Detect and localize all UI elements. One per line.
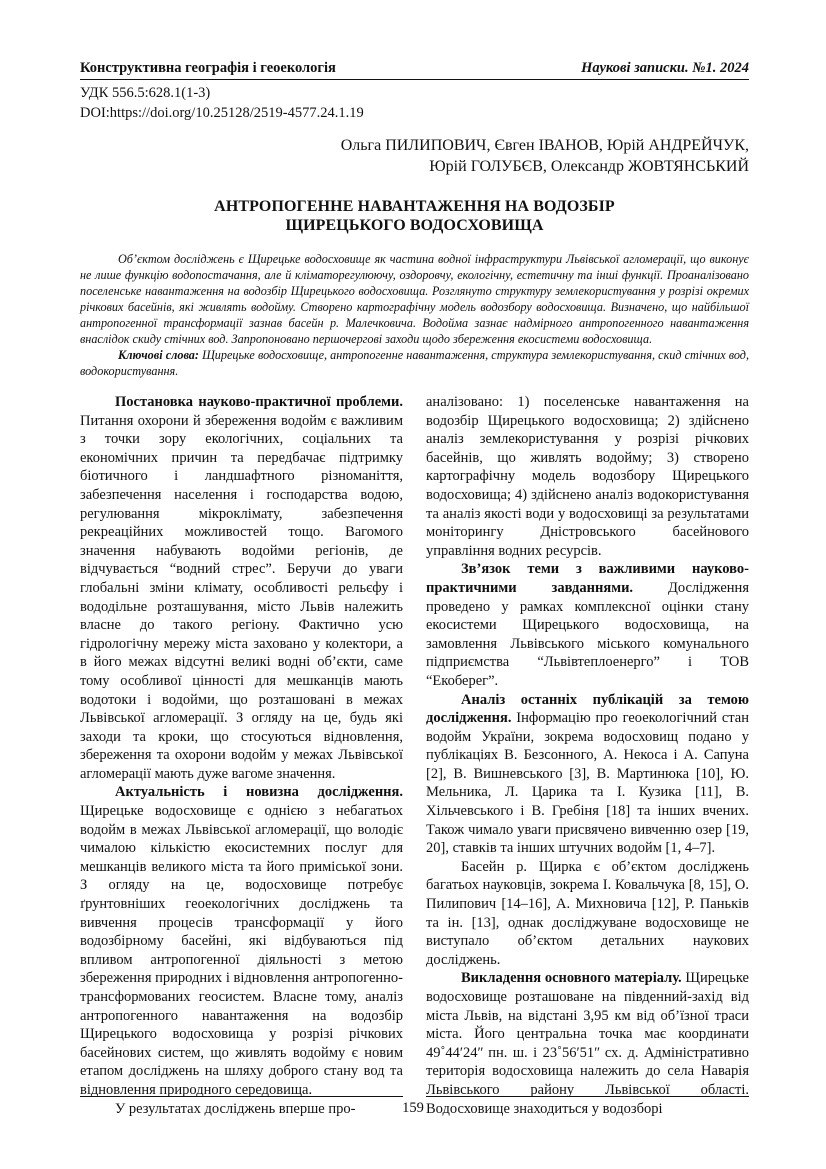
keywords-label: Ключові слова: bbox=[118, 348, 199, 362]
body-columns bbox=[80, 393, 749, 1118]
article-page bbox=[80, 58, 749, 1118]
authors bbox=[80, 135, 749, 177]
paragraph-connection: Зв’язок теми з важливими науково-практичними завданнями. Дослідження проведено у рамках комплексної оцінки стану екосистеми Щирецького водосховища, на замовлення Львівського міського комунального підприємства “Львівтеплоенерго” і ТОВ “Екоберег”. bbox=[426, 561, 749, 689]
keywords bbox=[80, 347, 749, 379]
page-number: 159 bbox=[402, 1100, 424, 1116]
authors-line-2: Юрій ГОЛУБЄВ, Олександр ЖОВТЯНСЬКИЙ bbox=[429, 158, 749, 175]
running-header bbox=[80, 58, 749, 80]
abstract: Об’єктом досліджень є Щирецьке водосховище як частина водної інфраструктури Львівської агломерації, що виконує не лише функцію водопостачання, але й кліматорегулюючу, оздоровчу, екологічну, естетичну та інші функції. Проаналізовано поселенське навантаження на водозбір Щирецького водосховища. Розглянуто структуру землекористування у розрізі окремих річкових басейнів, які живлять водойму. Створено картографічну модель водозбору водосховища. Визначено, що найбільшої антропогенної трансформації зазнав басейн р. Малечковича. Водойма зазнає надмірного антропогенного навантаження внаслідок скиду стічних вод. Запропоновано першочергові заходи щодо збереження екосистеми водосховища. bbox=[80, 252, 749, 346]
paragraph-results-start: У результатах досліджень вперше про- bbox=[115, 1100, 356, 1117]
authors-line-1: Ольга ПИЛИПОВИЧ, Євген ІВАНОВ, Юрій АНДРЕЙЧУК, bbox=[340, 137, 749, 154]
article-title bbox=[80, 197, 749, 235]
doi-link[interactable]: DOI:https://doi.org/10.25128/2519-4577.24.1.19 bbox=[80, 105, 364, 121]
title-line-1: АНТРОПОГЕННЕ НАВАНТАЖЕННЯ НА ВОДОЗБІР bbox=[214, 198, 615, 215]
keywords-text: Щирецьке водосховище, антропогенне навантаження, структура землекористування, скид стічних вод, водокористування. bbox=[80, 348, 749, 378]
paragraph-relevance: Актуальність і новизна дослідження. Щирецьке водосховище є однією з небагатьох водойм в межах Львівської агломерації, що володіє чималою кількістю екосистемних послуг для мешканців великого міста та його приміської зони. З огляду на це, водосховище потребує ґрунтовніших геоекологічних досліджень та вивчення процесів трансформації у його водозбірному басейні, які відбуваються під впливом антропогенної діяльності з метою збереження природних і відновлення антропогенно-трансформованих геосистем. Власне тому, аналіз антропогенного навантаження на водозбір Щирецького водосховища у розрізі річкових басейнових систем, що живлять водойму є новим етапом досліджень на шляху доброго стану вод та відновлення природного середовища. bbox=[80, 784, 403, 1098]
heading-relevance: Актуальність і новизна дослідження. bbox=[115, 784, 403, 801]
paragraph-basin: Басейн р. Щирка є об’єктом досліджень багатьох науковців, зокрема І. Ковальчука [8, 15], О. Пилипович [14–16], А. Михновича [12], Р. Паньків та ін. [13], однак досліджуване водосховище не виступало об’єктом детальних наукових досліджень. bbox=[426, 858, 749, 968]
left-column bbox=[80, 393, 403, 1118]
header-section: Конструктивна географія і геоекологія bbox=[80, 60, 336, 76]
udc-code: УДК 556.5:628.1(1-3) bbox=[80, 85, 211, 101]
heading-problem: Постановка науково-практичної проблеми. bbox=[115, 394, 403, 410]
paragraph-results-cont: аналізовано: 1) поселенське навантаження на водозбір Щирецького водосховища; 2) здійснено аналіз землекористування у розрізі річкових басейнів, що живлять водойму; 3) створено картографічну модель водозбору Щирецького водосховища; 4) здійснено аналіз водокористування та аналіз якості води у водосховищі за результатами моніторингу Дністровського басейнового управління водних ресурсів. bbox=[426, 394, 749, 559]
heading-connection: Зв’язок теми з важливими науково-практичними завданнями. bbox=[426, 561, 749, 596]
footer-rule-left bbox=[80, 1096, 403, 1097]
paragraph-problem: Постановка науково-практичної проблеми. Питання охорони й збереження водойм є важливим з точки зору екологічних, соціальних та економічних причин та передбачає підтримку біотичного і ландшафтного різноманіття, забезпечення населення і господарства водою, регулювання мікроклімату, забезпечення рекреаційних можливостей тощо. Вагомого значення набувають водойми регіонів, де відчувається “водний стрес”. Беручи до уваги глобальні зміни клімату, особливості рельєфу і вододільне розташування, місто Львів належить власне до такого регіону. Фактично усю гідрологічну мережу міста заховано у колектори, а в його межах відсутні великі водні об’єкти, саме тому особливої цінності для мешканців мають водотоки і водойми, що розташовані в межах Львівської агломерації. З огляду на це, будь які заходи та кроки, що стосуються відновлення, збереження та охорони водойм у межах Львівської агломерації мають дуже вагоме значення. bbox=[80, 394, 403, 782]
footer-rule-right bbox=[426, 1096, 749, 1097]
title-line-2: ЩИРЕЦЬКОГО ВОДОСХОВИЩА bbox=[285, 217, 544, 234]
paragraph-publications: Аналіз останніх публікацій за темою дослідження. Інформацію про геоекологічний стан водойм України, зокрема водосховищ подано у публікаціях В. Безсонного, А. Некоса і А. Сапуна [2], В. Вишневського [3], В. Мартинюка [10], Ю. Мельника, Л. Царика та І. Кузика [11], В. Хільчевського і В. Гребіня [18] та інших вчених. Також чимало уваги присвячено вивченню озер [19, 20], ставків та інших штучних водойм [1, 4–7]. bbox=[426, 691, 749, 857]
header-journal: Наукові записки. №1. 2024 bbox=[581, 60, 749, 76]
heading-publications: Аналіз останніх публікацій за темою дослідження. bbox=[426, 691, 749, 727]
right-column bbox=[426, 393, 749, 1118]
paragraph-main-material: Викладення основного матеріалу. Щирецьке водосховище розташоване на південний-захід від міста Львів, на відстані 3,95 км від об’їзної траси міста. Його центральна точка має координати 49˚44ʹ24ʺ пн. ш. і 23˚56ʹ51ʺ сх. д. Адміністративно територія водосховища належить до села Наварія Львівського району Львівської області. Водосховище знаходиться у водозборі bbox=[426, 970, 749, 1117]
heading-main-material: Викладення основного матеріалу. bbox=[461, 970, 682, 987]
